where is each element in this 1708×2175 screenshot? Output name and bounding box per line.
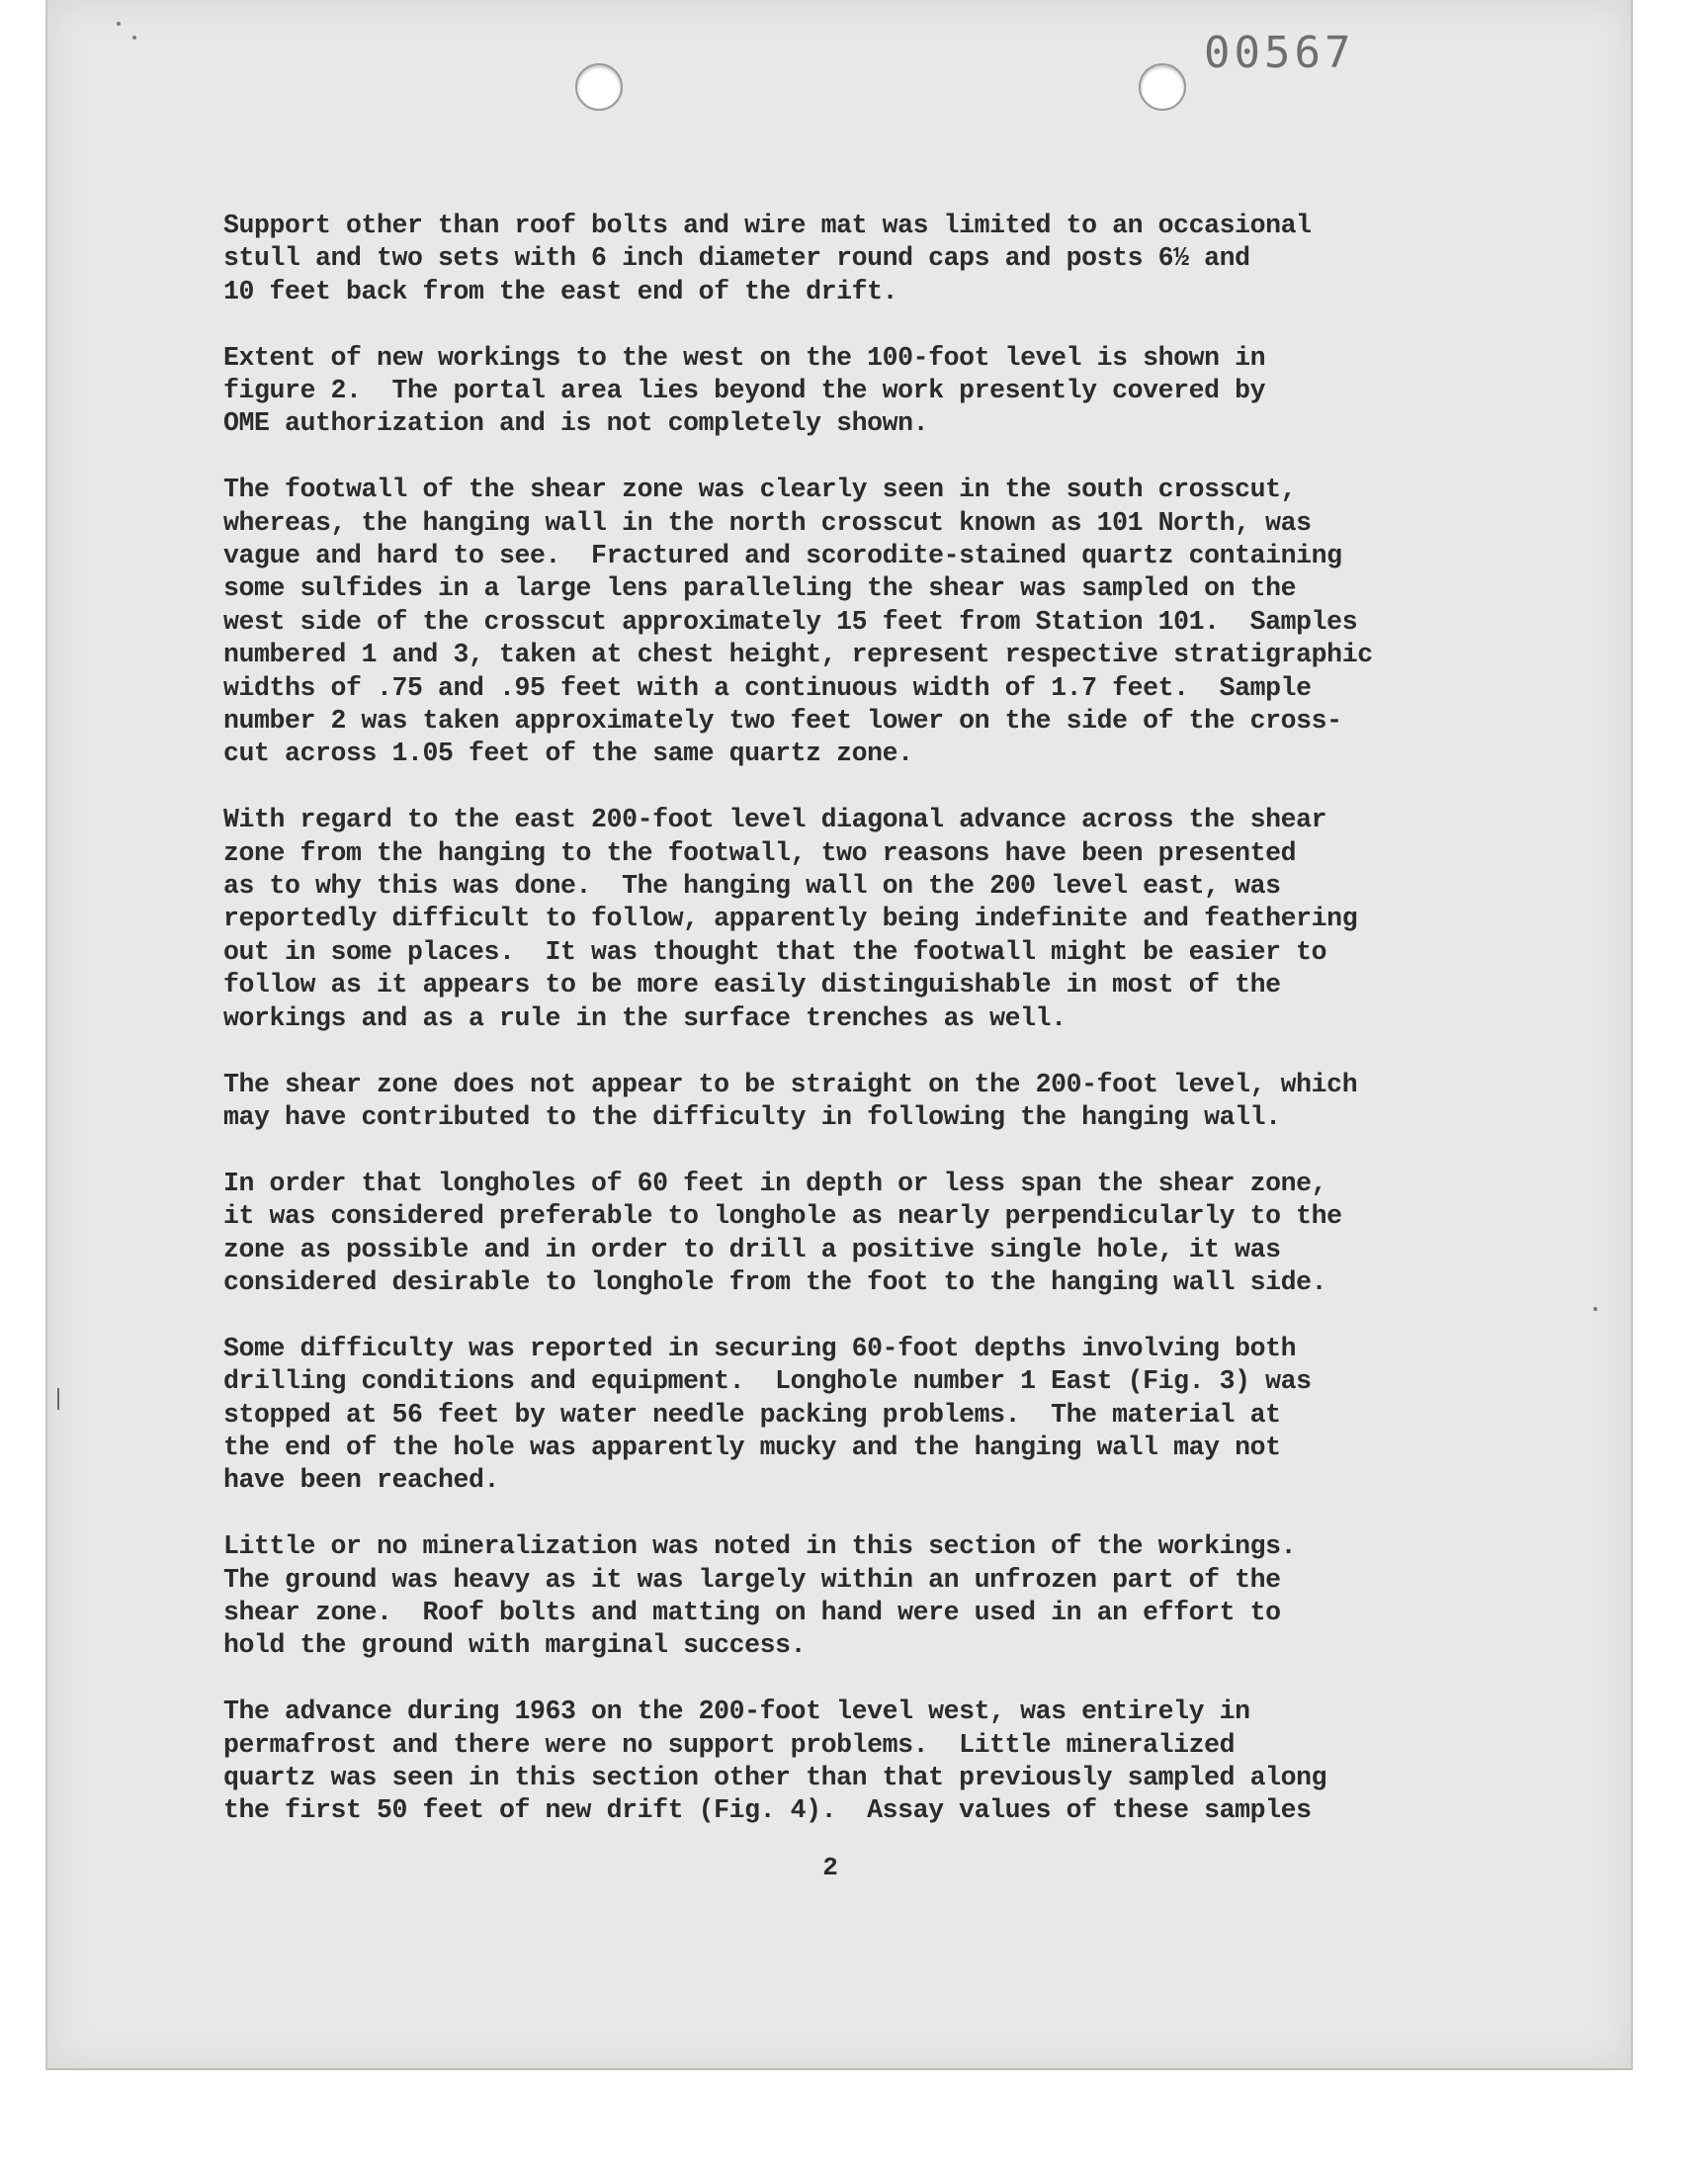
margin-mark <box>57 1388 59 1410</box>
text-line: shear zone. Roof bolts and matting on hand were used in an effort to <box>223 1597 1281 1627</box>
text-line: zone from the hanging to the footwall, two reasons have been presented <box>223 837 1297 868</box>
text-line: the end of the hole was apparently mucky and the hanging wall may not <box>223 1432 1281 1462</box>
text-line: out in some places. It was thought that the footwall might be easier to <box>223 936 1327 967</box>
paragraph <box>223 210 1508 308</box>
text-line: quartz was seen in this section other than that previously sampled along <box>223 1762 1327 1792</box>
text-line: Extent of new workings to the west on the 100-foot level is shown in <box>223 342 1266 373</box>
body-text <box>223 210 1508 1861</box>
text-line: Support other than roof bolts and wire mat was limited to an occasional <box>223 211 1312 240</box>
document-stamp-number: 00567 <box>1204 28 1355 78</box>
text-line: may have contributed to the difficulty in following the hanging wall. <box>223 1101 1281 1132</box>
text-line: In order that longholes of 60 feet in depth or less span the shear zone, <box>223 1168 1327 1198</box>
text-line: OME authorization and is not completely shown. <box>223 408 929 439</box>
text-line: cut across 1.05 feet of the same quartz zone. <box>223 739 913 769</box>
paragraph <box>223 1696 1508 1828</box>
paragraph <box>223 474 1508 771</box>
text-line: widths of .75 and .95 feet with a continuous width of 1.7 feet. Sample <box>223 672 1312 703</box>
text-line: permafrost and there were no support problems. Little mineralized <box>223 1729 1236 1760</box>
text-line: stull and two sets with 6 inch diameter round caps and posts 6½ and <box>223 243 1250 274</box>
text-line: Some difficulty was reported in securing 60-foot depths involving both <box>223 1333 1297 1363</box>
text-line: 10 feet back from the east end of the drift. <box>223 276 898 306</box>
text-line: the first 50 feet of new drift (Fig. 4). Assay values of these samples <box>223 1795 1312 1826</box>
text-line: have been reached. <box>223 1465 500 1496</box>
text-line: vague and hard to see. Fractured and scorodite-stained quartz containing <box>223 541 1342 571</box>
scan-speck <box>117 22 121 26</box>
scan-speck <box>1593 1307 1597 1311</box>
paragraph <box>223 1069 1508 1135</box>
text-line: whereas, the hanging wall in the north crosscut known as 101 North, was <box>223 507 1312 538</box>
text-line: The shear zone does not appear to be straight on the 200-foot level, which <box>223 1069 1358 1099</box>
text-line: as to why this was done. The hanging wall on the 200 level east, was <box>223 871 1281 902</box>
text-line: workings and as a rule in the surface trenches as well. <box>223 1002 1067 1033</box>
text-line: The footwall of the shear zone was clearly seen in the south crosscut, <box>223 475 1297 505</box>
text-line: it was considered preferable to longhole as nearly perpendicularly to the <box>223 1201 1342 1232</box>
text-line: With regard to the east 200-foot level diagonal advance across the shear <box>223 805 1327 835</box>
paragraph <box>223 804 1508 1035</box>
text-line: stopped at 56 feet by water needle packing problems. The material at <box>223 1399 1281 1430</box>
text-line: reportedly difficult to follow, apparently being indefinite and feathering <box>223 904 1358 934</box>
text-line: west side of the crosscut approximately 15 feet from Station 101. Samples <box>223 606 1358 637</box>
text-line: figure 2. The portal area lies beyond the work presently covered by <box>223 376 1266 406</box>
paragraph <box>223 1333 1508 1498</box>
text-line: some sulfides in a large lens paralleling the shear was sampled on the <box>223 573 1297 604</box>
text-line: The ground was heavy as it was largely within an unfrozen part of the <box>223 1564 1281 1595</box>
text-line: numbered 1 and 3, taken at chest height, represent respective stratigraphic <box>223 640 1373 670</box>
page-number: 2 <box>822 1853 838 1882</box>
text-line: number 2 was taken approximately two feet lower on the side of the cross- <box>223 706 1342 737</box>
paragraph <box>223 342 1508 441</box>
text-line: follow as it appears to be more easily distinguishable in most of the <box>223 970 1281 1000</box>
text-line: Little or no mineralization was noted in this section of the workings. <box>223 1531 1297 1562</box>
text-line: zone as possible and in order to drill a positive single hole, it was <box>223 1234 1281 1264</box>
text-line: considered desirable to longhole from the foot to the hanging wall side. <box>223 1266 1327 1297</box>
text-line: hold the ground with marginal success. <box>223 1630 807 1661</box>
scan-speck <box>132 36 136 40</box>
punch-hole-right <box>1139 63 1186 111</box>
paragraph <box>223 1530 1508 1663</box>
punch-hole-left <box>575 63 623 111</box>
text-line: drilling conditions and equipment. Longhole number 1 East (Fig. 3) was <box>223 1366 1312 1397</box>
text-line: The advance during 1963 on the 200-foot level west, was entirely in <box>223 1696 1250 1727</box>
paragraph <box>223 1168 1508 1300</box>
